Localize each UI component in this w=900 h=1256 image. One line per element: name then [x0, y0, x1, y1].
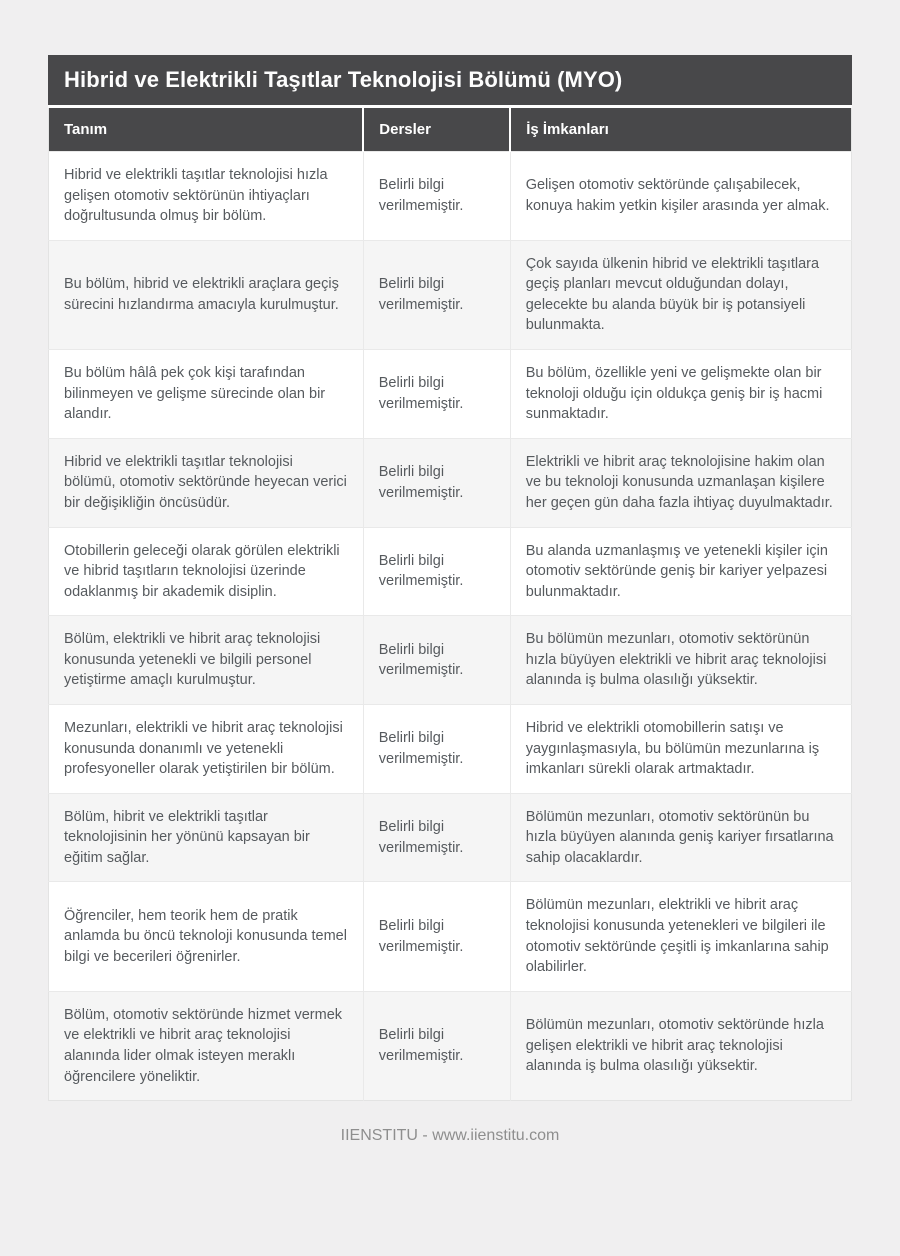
footer-credit: IIENSTITU - www.iienstitu.com — [340, 1127, 560, 1145]
cell-dersler: Belirli bilgi verilmemiştir. — [363, 152, 510, 241]
table-row — [49, 616, 852, 705]
cell-dersler: Belirli bilgi verilmemiştir. — [363, 704, 510, 793]
table-card — [48, 55, 852, 1101]
cell-dersler: Belirli bilgi verilmemiştir. — [363, 527, 510, 616]
cell-tanim: Mezunları, elektrikli ve hibrit araç teknolojisi konusunda donanımlı ve yetenekli profesyoneller olarak yetiştirilen bir bölüm. — [49, 704, 364, 793]
column-header-dersler: Dersler — [363, 108, 510, 152]
cell-is-imkanlari: Bu bölüm, özellikle yeni ve gelişmekte olan bir teknoloji olduğu için oldukça geniş bir iş hacmi sunmaktadır. — [510, 350, 851, 439]
cell-dersler: Belirli bilgi verilmemiştir. — [363, 991, 510, 1100]
column-header-is-imkanlari: İş İmkanları — [510, 108, 851, 152]
table-row — [49, 793, 852, 882]
footer — [0, 1127, 900, 1175]
cell-is-imkanlari: Gelişen otomotiv sektöründe çalışabilecek, konuya hakim yetkin kişiler arasında yer almak. — [510, 152, 851, 241]
cell-is-imkanlari: Elektrikli ve hibrit araç teknolojisine hakim olan ve bu teknoloji konusunda uzmanlaşan kişilere her geçen gün daha fazla ihtiyaç duyulmaktadır. — [510, 438, 851, 527]
cell-tanim: Hibrid ve elektrikli taşıtlar teknolojisi bölümü, otomotiv sektöründe heyecan verici bir değişikliğin öncüsüdür. — [49, 438, 364, 527]
cell-tanim: Hibrid ve elektrikli taşıtlar teknolojisi hızla gelişen otomotiv sektörünün ihtiyaçları doğrultusunda olmuş bir bölüm. — [49, 152, 364, 241]
table-row — [49, 152, 852, 241]
table-row — [49, 991, 852, 1100]
table-header — [49, 108, 852, 152]
table-row — [49, 350, 852, 439]
page-title: Hibrid ve Elektrikli Taşıtlar Teknolojisi Bölümü (MYO) — [64, 67, 623, 92]
cell-is-imkanlari: Bölümün mezunları, otomotiv sektörünün bu hızla büyüyen alanında geniş kariyer fırsatlarına sahip olacaklardır. — [510, 793, 851, 882]
table-row — [49, 438, 852, 527]
cell-dersler: Belirli bilgi verilmemiştir. — [363, 882, 510, 991]
cell-dersler: Belirli bilgi verilmemiştir. — [363, 350, 510, 439]
department-info-table — [48, 108, 852, 1101]
cell-tanim: Bölüm, hibrit ve elektrikli taşıtlar teknolojisinin her yönünü kapsayan bir eğitim sağlar. — [49, 793, 364, 882]
cell-dersler: Belirli bilgi verilmemiştir. — [363, 438, 510, 527]
cell-is-imkanlari: Bu bölümün mezunları, otomotiv sektörünün hızla büyüyen elektrikli ve hibrit araç teknolojisi alanında iş bulma olasılığı yüksektir. — [510, 616, 851, 705]
cell-dersler: Belirli bilgi verilmemiştir. — [363, 793, 510, 882]
cell-tanim: Otobillerin geleceği olarak görülen elektrikli ve hibrid taşıtların teknolojisi üzerinde odaklanmış bir akademik disiplin. — [49, 527, 364, 616]
cell-dersler: Belirli bilgi verilmemiştir. — [363, 616, 510, 705]
cell-is-imkanlari: Bölümün mezunları, elektrikli ve hibrit araç teknolojisi konusunda yetenekleri ve bilgileri ile otomotiv sektöründe çeşitli iş imkanlarına sahip olabilirler. — [510, 882, 851, 991]
table-row — [49, 704, 852, 793]
cell-is-imkanlari: Hibrid ve elektrikli otomobillerin satışı ve yaygınlaşmasıyla, bu bölümün mezunlarına iş imkanları sürekli olarak artmaktadır. — [510, 704, 851, 793]
cell-is-imkanlari: Çok sayıda ülkenin hibrid ve elektrikli taşıtlara geçiş planları mevcut olduğundan dolayı, gelecekte bu alanda büyük bir iş potansiyeli bulunmakta. — [510, 240, 851, 349]
table-title-bar — [48, 55, 852, 105]
table-row — [49, 240, 852, 349]
column-header-tanim: Tanım — [49, 108, 364, 152]
cell-tanim: Bölüm, otomotiv sektöründe hizmet vermek ve elektrikli ve hibrit araç teknolojisi alanında lider olmak isteyen meraklı öğrencilere yöneliktir. — [49, 991, 364, 1100]
cell-tanim: Bu bölüm hâlâ pek çok kişi tarafından bilinmeyen ve gelişme sürecinde olan bir alandır. — [49, 350, 364, 439]
cell-tanim: Bu bölüm, hibrid ve elektrikli araçlara geçiş sürecini hızlandırma amacıyla kurulmuştur. — [49, 240, 364, 349]
cell-is-imkanlari: Bu alanda uzmanlaşmış ve yetenekli kişiler için otomotiv sektöründe geniş bir kariyer yelpazesi bulunmaktadır. — [510, 527, 851, 616]
cell-tanim: Öğrenciler, hem teorik hem de pratik anlamda bu öncü teknoloji konusunda temel bilgi ve becerileri öğrenirler. — [49, 882, 364, 991]
cell-dersler: Belirli bilgi verilmemiştir. — [363, 240, 510, 349]
table-body — [49, 152, 852, 1101]
table-row — [49, 882, 852, 991]
cell-is-imkanlari: Bölümün mezunları, otomotiv sektöründe hızla gelişen elektrikli ve hibrit araç teknolojisi alanında iş bulma olasılığı yüksektir. — [510, 991, 851, 1100]
table-row — [49, 527, 852, 616]
cell-tanim: Bölüm, elektrikli ve hibrit araç teknolojisi konusunda yetenekli ve bilgili personel yetiştirme amaçlı kurulmuştur. — [49, 616, 364, 705]
table-header-row — [49, 108, 852, 152]
